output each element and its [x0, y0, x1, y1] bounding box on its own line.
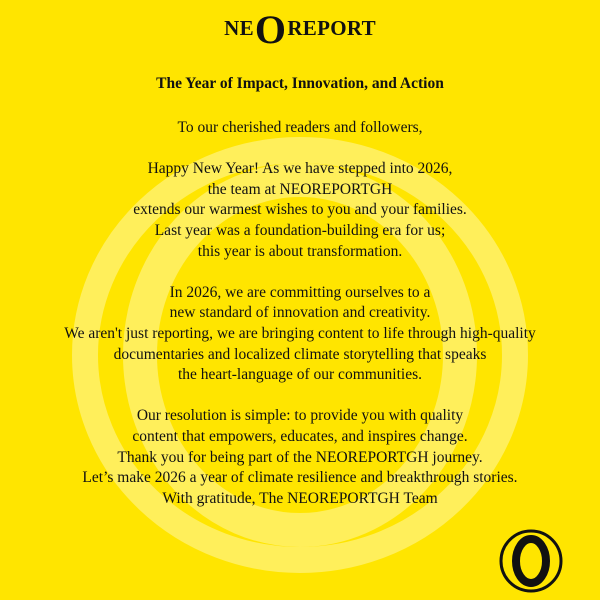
- paragraph-2: [0, 283, 600, 386]
- text-line: We aren't just reporting, we are bringing content to life through high-quality: [64, 324, 536, 342]
- text-line: Last year was a foundation-building era for us;: [154, 221, 446, 239]
- paragraph-1: [0, 159, 600, 262]
- text-line: extends our warmest wishes to you and your families.: [133, 201, 467, 219]
- text-line: With gratitude, The NEOREPORTGH Team: [162, 489, 438, 507]
- paragraph-gap: [0, 139, 600, 160]
- text-line: Happy New Year! As we have stepped into 2026,: [147, 160, 453, 178]
- text-line: Let’s make 2026 a year of climate resilience and breakthrough stories.: [82, 469, 518, 487]
- logo-suffix: REPORT: [287, 16, 376, 40]
- text-line: the team at NEOREPORTGH: [207, 180, 393, 198]
- text-line: the heart-language of our communities.: [177, 366, 423, 384]
- paragraph-3: [0, 406, 600, 509]
- text-line: this year is about transformation.: [197, 242, 403, 260]
- greeting: To our cherished readers and followers,: [177, 119, 423, 136]
- text-line: new standard of innovation and creativity.: [169, 304, 431, 322]
- text-line: documentaries and localized climate storytelling that speaks: [113, 345, 487, 363]
- text-line: Our resolution is simple: to provide you with quality: [136, 407, 464, 425]
- brand-logo: [0, 8, 600, 50]
- paragraph-gap: [0, 262, 600, 283]
- letter-body: [0, 118, 600, 509]
- paragraph-gap: [0, 386, 600, 407]
- logo-prefix: NE: [224, 16, 254, 40]
- logo-o: O: [254, 7, 287, 52]
- text-line: Thank you for being part of the NEOREPORTGH journey.: [117, 448, 483, 466]
- corner-o-logo-icon: [498, 528, 564, 594]
- text-line: content that empowers, educates, and inspires change.: [132, 427, 468, 445]
- page-title: The Year of Impact, Innovation, and Action: [156, 75, 444, 92]
- text-line: In 2026, we are committing ourselves to a: [169, 283, 431, 301]
